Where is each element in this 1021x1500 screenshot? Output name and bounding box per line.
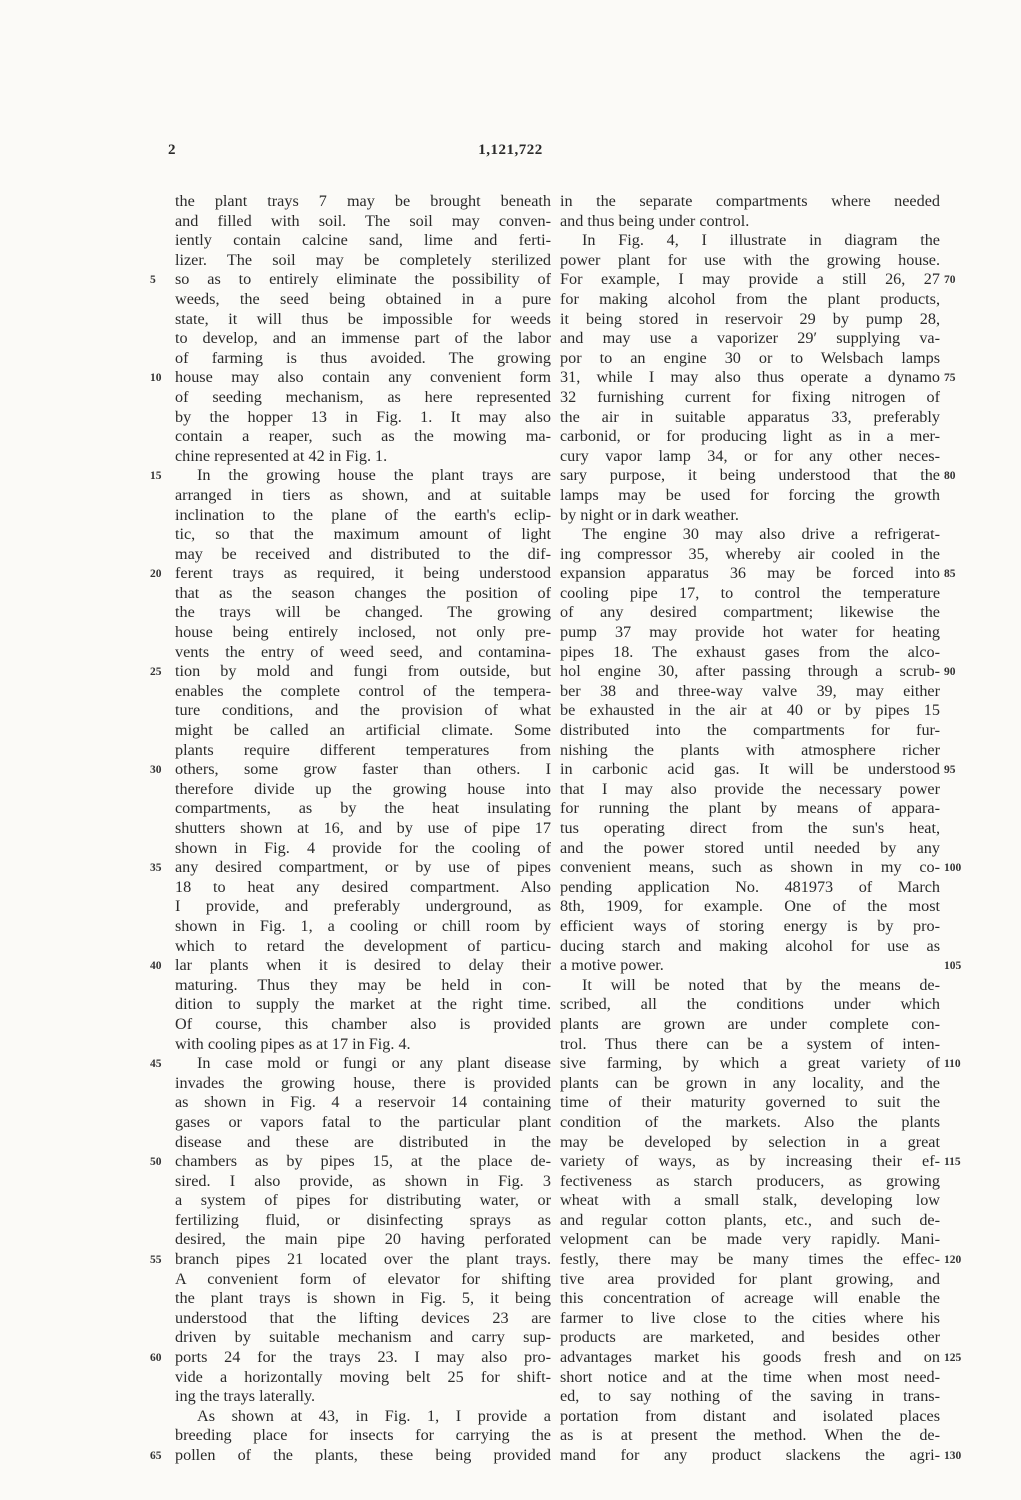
page-header [0, 142, 1021, 166]
text-line: convenient means, such as shown in my co- [560, 858, 940, 877]
text-line: wheat with a small stalk, developing low [560, 1191, 940, 1210]
line-number: 65 [150, 1450, 162, 1463]
text-line: scribed, all the conditions under which [560, 995, 940, 1014]
line-number: 45 [150, 1058, 162, 1071]
text-line: arranged in tiers as shown, and at suitable [175, 485, 551, 504]
text-line: velopment can be made very rapidly. Mani- [560, 1230, 940, 1249]
line-number: 110 [944, 1058, 961, 1071]
text-line: this concentration of acreage will enable the [560, 1289, 940, 1308]
text-line: house being entirely inclosed, not only pre- [175, 623, 551, 642]
text-line: As shown at 43, in Fig. 1, I provide a [197, 1406, 551, 1425]
text-line: hol engine 30, after passing through a scrub- [560, 662, 940, 681]
patent-number: 1,121,722 [478, 142, 543, 158]
text-line: desired, the main pipe 20 having perforated [175, 1230, 551, 1249]
text-line: ber 38 and three-way valve 39, may either [560, 681, 940, 700]
text-line: fertilizing fluid, or disinfecting sprays as [175, 1210, 551, 1229]
text-line: to develop, and an immense part of the labor [175, 329, 551, 348]
text-line: plants require different temperatures from [175, 740, 551, 759]
text-line: variety of ways, as by increasing their ef- [560, 1152, 940, 1171]
text-line: shutters shown at 16, and by use of pipe 17 [175, 819, 551, 837]
text-line: so as to entirely eliminate the possibility of [175, 270, 551, 289]
text-line: tion by mold and fungi from outside, but [175, 662, 551, 681]
text-line: by the hopper 13 in Fig. 1. It may also [175, 407, 551, 426]
text-line: ports 24 for the trays 23. I may also pro- [175, 1348, 551, 1367]
line-number: 35 [150, 862, 162, 875]
text-line: Of course, this chamber also is provided [175, 1014, 551, 1033]
text-line: nishing the plants with atmosphere richer [560, 740, 940, 759]
text-line: ture conditions, and the provision of what [175, 701, 551, 720]
text-line: of farming is thus avoided. The growing [175, 348, 551, 367]
text-line: products are marketed, and besides other [560, 1328, 940, 1347]
text-line: and thus being under control. [560, 211, 750, 230]
page-number: 2 [168, 142, 176, 158]
text-line: pollen of the plants, these being provided [175, 1446, 551, 1464]
text-line: chine represented at 42 in Fig. 1. [175, 446, 388, 465]
text-line: tus operating direct from the sun's heat, [560, 819, 940, 837]
line-number: 30 [150, 764, 162, 777]
text-line: pump 37 may provide hot water for heating [560, 623, 940, 642]
line-number: 120 [944, 1254, 962, 1267]
text-line: understood that the lifting devices 23 are [175, 1308, 551, 1327]
right-text-column [560, 192, 940, 1466]
text-line: weeds, the seed being obtained in a pure [175, 289, 551, 308]
text-line: driven by suitable mechanism and carry sup- [175, 1328, 551, 1347]
left-text-column [175, 192, 551, 1466]
text-line: might be called an artificial climate. Some [175, 721, 551, 740]
line-number: 90 [944, 666, 956, 679]
text-line: plants can be grown in any locality, and the [560, 1073, 940, 1092]
line-number: 80 [944, 470, 956, 483]
text-line: the plant trays is shown in Fig. 5, it being [175, 1289, 551, 1308]
text-line: ing the trays laterally. [175, 1387, 316, 1406]
text-line: dition to supply the market at the right time. [175, 995, 551, 1014]
text-line: lizer. The soil may be completely sterilized [175, 250, 551, 269]
line-number: 85 [944, 568, 956, 581]
text-line: which to retard the development of particu- [175, 936, 551, 955]
text-line: it being stored in reservoir 29 by pump 28, [560, 309, 940, 328]
text-line: expansion apparatus 36 may be forced into [560, 564, 940, 583]
text-line: in the separate compartments where needed [560, 192, 940, 210]
line-number: 25 [150, 666, 162, 679]
line-number: 40 [150, 960, 162, 973]
text-line: inclination to the plane of the earth's eclip- [175, 505, 551, 524]
line-number: 20 [150, 568, 162, 581]
text-line: mand for any product slackens the agri- [560, 1446, 940, 1464]
line-number: 60 [150, 1352, 162, 1365]
text-line: ed, to say nothing of the saving in trans- [560, 1387, 940, 1406]
text-line: in carbonic acid gas. It will be understood [560, 760, 940, 779]
text-line: the air in suitable apparatus 33, preferably [560, 407, 940, 426]
text-line: ferent trays as required, it being understood [175, 564, 551, 583]
text-line: lar plants when it is desired to delay their [175, 956, 551, 975]
text-line: state, it will thus be impossible for weeds [175, 309, 551, 328]
text-line: For example, I may provide a still 26, 27 [560, 270, 940, 289]
text-line: ing compressor 35, whereby air cooled in the [560, 544, 940, 563]
text-line: breeding place for insects for carrying the [175, 1426, 551, 1445]
text-line: short notice and at the time when most need- [560, 1367, 940, 1386]
text-line: pending application No. 481973 of March [560, 877, 940, 896]
line-number: 95 [944, 764, 956, 777]
text-line: house may also contain any convenient form [175, 368, 551, 387]
text-line: tic, so that the maximum amount of light [175, 525, 551, 544]
text-line: disease and these are distributed in the [175, 1132, 551, 1151]
text-line: the plant trays 7 may be brought beneath [175, 192, 551, 210]
text-line: time of their maturity governed to suit the [560, 1093, 940, 1112]
text-line: In the growing house the plant trays are [197, 466, 551, 485]
line-number: 105 [944, 960, 962, 973]
text-line: portation from distant and isolated places [560, 1406, 940, 1425]
text-line: 32 furnishing current for fixing nitrogen of [560, 387, 940, 406]
text-line: tive area provided for plant growing, and [560, 1269, 940, 1288]
text-line: 18 to heat any desired compartment. Also [175, 877, 551, 896]
line-number: 115 [944, 1156, 961, 1169]
text-line: lamps may be used for forcing the growth [560, 485, 940, 504]
text-line: efficient ways of storing energy is by pro- [560, 916, 940, 935]
text-line: of seeding mechanism, as here represented [175, 387, 551, 406]
text-line: may be received and distributed to the dif- [175, 544, 551, 563]
text-line: ducing starch and making alcohol for use as [560, 936, 940, 955]
text-line: and filled with soil. The soil may conven- [175, 211, 551, 230]
text-line: shown in Fig. 4 provide for the cooling of [175, 838, 551, 857]
text-line: plants are grown are under complete con- [560, 1014, 940, 1033]
text-line: may be developed by selection in a great [560, 1132, 940, 1151]
text-line: chambers as by pipes 15, at the place de- [175, 1152, 551, 1171]
text-line: distributed into the compartments for fur- [560, 721, 940, 740]
text-line: 8th, 1909, for example. One of the most [560, 897, 940, 916]
text-line: and may use a vaporizer 29′ supplying va- [560, 329, 940, 348]
text-line: gases or vapors fatal to the particular plant [175, 1112, 551, 1131]
text-line: sired. I also provide, as shown in Fig. 3 [175, 1171, 551, 1190]
text-line: as shown in Fig. 4 a reservoir 14 containing [175, 1093, 551, 1112]
line-number: 75 [944, 372, 956, 385]
text-line: invades the growing house, there is provided [175, 1073, 551, 1092]
line-number: 55 [150, 1254, 162, 1267]
text-line: festly, there may be many times the effec- [560, 1250, 940, 1269]
text-line: and the power stored until needed by any [560, 838, 940, 857]
text-line: contain a reaper, such as the mowing ma- [175, 427, 551, 446]
line-number: 70 [944, 274, 956, 287]
text-line: for running the plant by means of appara- [560, 799, 940, 818]
text-line: branch pipes 21 located over the plant trays. [175, 1250, 551, 1269]
text-line: for making alcohol from the plant products, [560, 289, 940, 308]
text-line: be exhausted in the air at 40 or by pipes 15 [560, 701, 940, 720]
line-number: 100 [944, 862, 962, 875]
text-line: a system of pipes for distributing water, or [175, 1191, 551, 1210]
text-line: enables the complete control of the tempera- [175, 681, 551, 700]
text-line: and regular cotton plants, etc., and such de- [560, 1210, 940, 1229]
text-line: the trays will be changed. The growing [175, 603, 551, 622]
text-line: In Fig. 4, I illustrate in diagram the [582, 231, 940, 250]
line-number: 125 [944, 1352, 962, 1365]
text-line: In case mold or fungi or any plant disease [197, 1054, 551, 1073]
text-line: 31, while I may also thus operate a dynamo [560, 368, 940, 387]
text-line: carbonid, or for producing light as in a mer- [560, 427, 940, 446]
text-line: that as the season changes the position of [175, 583, 551, 602]
text-line: therefore divide up the growing house into [175, 779, 551, 798]
text-line: maturing. Thus they may be held in con- [175, 975, 551, 994]
text-line: sary purpose, it being understood that the [560, 466, 940, 485]
text-line: pipes 18. The exhaust gases from the alco- [560, 642, 940, 661]
text-line: cooling pipe 17, to control the temperature [560, 583, 940, 602]
text-line: others, some grow faster than others. I [175, 760, 551, 779]
line-number: 130 [944, 1450, 962, 1463]
line-number: 5 [150, 274, 156, 287]
line-number: 15 [150, 470, 162, 483]
text-line: condition of the markets. Also the plants [560, 1112, 940, 1131]
text-line: farmer to live close to the cities where his [560, 1308, 940, 1327]
text-line: cury vapor lamp 34, or for any other neces- [560, 446, 940, 465]
text-line: A convenient form of elevator for shifting [175, 1269, 551, 1288]
text-line: fectiveness as starch producers, as growing [560, 1171, 940, 1190]
text-line: vents the entry of weed seed, and contamina- [175, 642, 551, 661]
text-line: compartments, as by the heat insulating [175, 799, 551, 818]
text-line: power plant for use with the growing house. [560, 250, 940, 269]
text-line: of any desired compartment; likewise the [560, 603, 940, 622]
text-line: It will be noted that by the means de- [582, 975, 940, 994]
line-number: 10 [150, 372, 162, 385]
text-line: The engine 30 may also drive a refrigerat- [582, 525, 940, 544]
text-line: iently contain calcine sand, lime and ferti- [175, 231, 551, 250]
text-line: as is at present the method. When the de- [560, 1426, 940, 1445]
line-number: 50 [150, 1156, 162, 1169]
text-line: vide a horizontally moving belt 25 for shift- [175, 1367, 551, 1386]
text-line: sive farming, by which a great variety of [560, 1054, 940, 1073]
text-line: with cooling pipes as at 17 in Fig. 4. [175, 1034, 411, 1053]
text-line: by night or in dark weather. [560, 505, 739, 524]
text-line: that I may also provide the necessary power [560, 779, 940, 798]
text-line: I provide, and preferably underground, as [175, 897, 551, 916]
text-line: advantages market his goods fresh and on [560, 1348, 940, 1367]
text-line: a motive power. [560, 956, 664, 975]
text-line: por to an engine 30 or to Welsbach lamps [560, 348, 940, 367]
text-line: any desired compartment, or by use of pipes [175, 858, 551, 877]
text-line: shown in Fig. 1, a cooling or chill room by [175, 916, 551, 935]
text-line: trol. Thus there can be a system of inten- [560, 1034, 940, 1053]
